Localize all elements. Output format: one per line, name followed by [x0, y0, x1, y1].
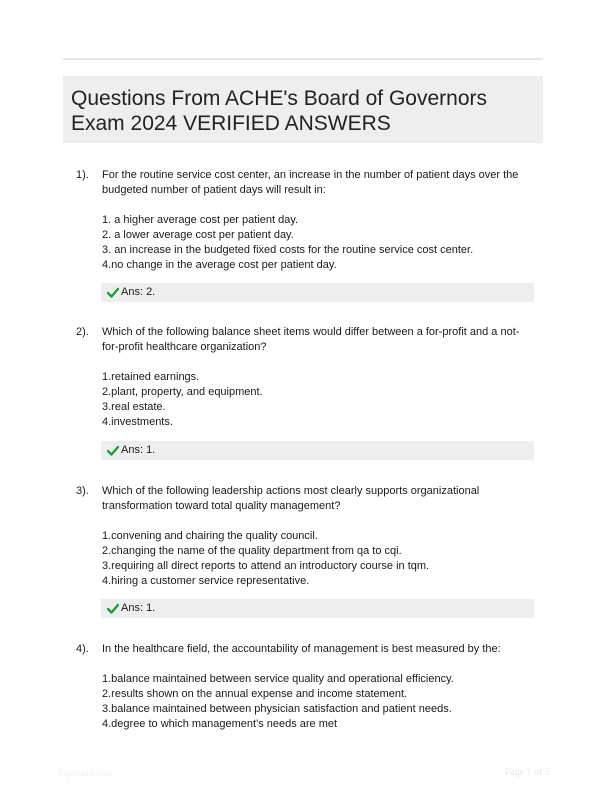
option-list [102, 370, 532, 430]
question-text: For the routine service cost center, an increase in the number of patient days over the budgeted number of patient days will result in: [102, 169, 519, 196]
option-list [102, 672, 532, 732]
title-line-1: Questions From ACHE's Board of Governors [71, 87, 488, 110]
option-2: 2.changing the name of the quality department from qa to cqi. [102, 545, 402, 557]
option-list [102, 213, 532, 273]
option-4: 4.no change in the average cost per patient day. [102, 259, 337, 271]
option-3: 3.requiring all direct reports to attend an introductory course in tqm. [102, 560, 430, 572]
option-1: 1.balance maintained between service quality and operational efficiency. [102, 673, 454, 685]
answer-box [101, 599, 534, 618]
question-number: 4). [76, 643, 89, 655]
title-line-2: Exam 2024 VERIFIED ANSWERS [71, 112, 391, 135]
checkmark-icon [107, 287, 119, 298]
option-3: 3.real estate. [102, 401, 166, 413]
option-2: 2.plant, property, and equipment. [102, 386, 263, 398]
top-divider [63, 58, 543, 60]
option-1: 1.retained earnings. [102, 371, 200, 383]
answer-text: Ans: 2. [121, 286, 156, 298]
question-number: 1). [76, 169, 89, 181]
option-3: 3.balance maintained between physician satisfaction and patient needs. [102, 703, 452, 715]
page-number: Page 1 of 5 [504, 767, 550, 778]
checkmark-icon [107, 445, 119, 456]
checkmark-icon [107, 603, 119, 614]
option-2: 2. a lower average cost per patient day. [102, 229, 294, 241]
option-3: 3. an increase in the budgeted fixed costs for the routine service cost center. [102, 244, 474, 256]
option-4: 4.degree to which management's needs are met [102, 718, 338, 730]
answer-box [101, 441, 534, 460]
title-panel [63, 76, 543, 143]
question-text: In the healthcare field, the accountability of management is best measured by the: [102, 643, 501, 655]
option-1: 1.convening and chairing the quality council. [102, 530, 318, 542]
answer-text: Ans: 1. [121, 444, 156, 456]
answer-box [101, 283, 534, 302]
question-text: Which of the following leadership actions most clearly supports organizational transformation toward total quality management? [102, 485, 480, 512]
question-number: 3). [76, 485, 89, 497]
document-title [71, 86, 487, 136]
footer-watermark: Papershbc.com [58, 768, 113, 778]
question-number: 2). [76, 326, 89, 338]
answer-text: Ans: 1. [121, 602, 156, 614]
option-list [102, 529, 532, 589]
option-2: 2.results shown on the annual expense and income statement. [102, 688, 408, 700]
option-4: 4.hiring a customer service representative. [102, 575, 310, 587]
question-text: Which of the following balance sheet items would differ between a for-profit and a not-for-profit healthcare organization? [102, 326, 520, 353]
option-1: 1. a higher average cost per patient day. [102, 214, 299, 226]
option-4: 4.investments. [102, 416, 173, 428]
